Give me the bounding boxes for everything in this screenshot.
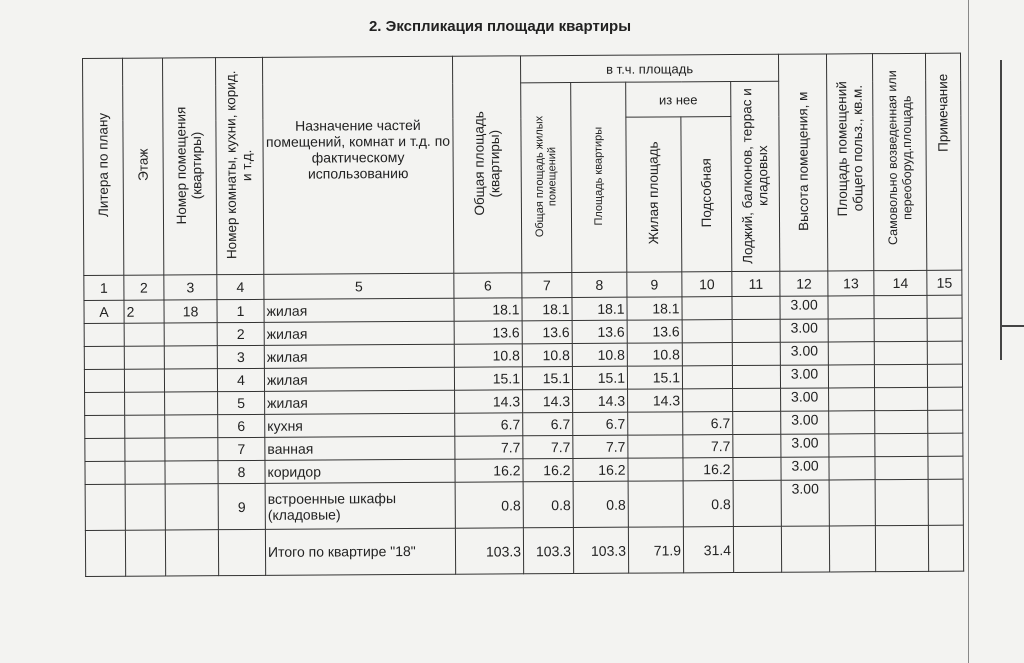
cell-floor [125,438,165,461]
cell-room: 8 [218,460,265,483]
empty-cell [874,295,927,318]
table-row [85,479,963,530]
cell-living-total: 10.8 [522,344,572,367]
header-purpose: Назначение частей помещений, комнат и т.д. по фактическому использованию [262,56,453,274]
cell-loggia [733,457,781,480]
cell-room: 9 [218,483,265,529]
empty-cell [927,341,962,364]
cell-loggia [733,434,781,457]
cell-purpose: коридор [265,459,455,483]
empty-cell [927,364,962,387]
cell-aux [682,320,732,343]
cell-total: 10.8 [454,344,522,367]
cell-height: 3.00 [780,342,828,365]
header-loggia: Лоджий, балконов, террас и кладовых [731,81,780,271]
cell-purpose: жилая [264,298,454,322]
cell-room: 5 [218,391,265,414]
cell-height: 3.00 [780,319,828,342]
empty-cell [828,365,874,388]
cell-litera [84,369,124,392]
empty-cell [927,295,962,318]
cell-living-total: 15.1 [522,367,572,390]
cell-floor [124,369,164,392]
cell-apt-area: 18.1 [572,297,627,320]
cell-living [628,458,683,481]
header-room-number: Номер комнаты, кухни, корид. и т.д. [216,57,264,274]
cell-litera [85,438,125,461]
cell-height: 3.00 [781,457,829,480]
cell-height: 3.00 [781,434,829,457]
cell-living: 10.8 [627,343,682,366]
cell-purpose: кухня [265,413,455,437]
cell-apt-area: 16.2 [573,458,628,481]
cell-apt [165,484,218,530]
empty-cell [828,319,874,342]
empty-cell [875,387,928,410]
cell-total: 15.1 [454,367,522,390]
cell-height: 3.00 [781,388,829,411]
empty-cell [928,456,963,479]
empty-cell [927,318,962,341]
cell-litera [85,415,125,438]
cell-loggia [733,411,781,434]
cell-floor [125,484,165,530]
header-auxiliary: Подсобная [681,117,732,272]
cell-living-total: 7.7 [523,436,573,459]
cell-room: 3 [217,345,264,368]
cell-living: 13.6 [627,320,682,343]
cell-living-total: 13.6 [522,321,572,344]
empty-cell [829,411,875,434]
header-group-area: в т.ч. площадь [520,54,778,83]
explication-table [82,53,964,577]
cell-loggia [733,480,781,526]
cell-room: 4 [217,368,264,391]
cell-floor [125,392,165,415]
empty-cell [829,457,875,480]
cell-living [628,435,683,458]
cell-apt-area: 7.7 [573,435,628,458]
cell-total: 0.8 [455,482,523,528]
header-height: Высота помещения, м [779,54,828,271]
cell-litera [85,392,125,415]
empty-cell [928,410,963,433]
cell-purpose: жилая [264,344,454,368]
cell-living-total: 6.7 [523,413,573,436]
cell-living-total: 18.1 [522,298,572,321]
cell-room: 1 [217,299,264,322]
cell-room: 7 [218,437,265,460]
cell-height: 3.00 [780,365,828,388]
cell-living: 15.1 [627,366,682,389]
cell-floor [124,346,164,369]
cell-apt [164,346,217,369]
page-edge-line [1000,60,1002,360]
cell-purpose: жилая [264,321,454,345]
header-litera: Литера по плану [83,58,124,275]
cell-room: 2 [217,322,264,345]
cell-apt-area: 6.7 [573,412,628,435]
cell-apt-area: 10.8 [572,343,627,366]
page-edge-line [1000,325,1024,327]
cell-purpose: встроенные шкафы (кладовые) [265,482,455,529]
cell-aux: 16.2 [683,458,733,481]
cell-total: 16.2 [455,459,523,482]
total-row: Итого по квартире "18" 103.3 103.3 103.3 71.9 31.4 [85,525,963,576]
cell-apt-area: 14.3 [573,389,628,412]
header-living-total: Общая площадь жилых помещений [521,83,572,273]
cell-living-total: 16.2 [523,459,573,482]
cell-aux [683,389,733,412]
cell-height: 3.00 [780,296,828,319]
page-title: 2. Экспликация площади квартиры [368,18,632,35]
empty-cell [875,433,928,456]
empty-cell [828,342,874,365]
cell-floor [125,461,165,484]
cell-floor [124,323,164,346]
cell-living: 14.3 [628,389,683,412]
cell-height: 3.00 [781,411,829,434]
cell-apt-area: 0.8 [573,481,628,527]
cell-aux: 6.7 [683,412,733,435]
cell-loggia [732,296,780,319]
cell-litera: А [84,300,124,323]
cell-purpose: жилая [265,390,455,414]
cell-litera [85,461,125,484]
empty-cell [875,479,928,525]
empty-cell [875,456,928,479]
cell-loggia [732,342,780,365]
cell-apt: 18 [164,300,217,323]
empty-cell [874,364,927,387]
header-total-area: Общая площадь (квартиры) [452,56,521,273]
empty-cell [829,480,875,526]
header-apartment-area: Площадь квартиры [571,82,627,272]
cell-loggia [732,319,780,342]
empty-cell [829,434,875,457]
column-numbers-row: 1 2 3 4 5 6 7 8 9 10 11 12 13 14 15 [84,270,962,300]
cell-height: 3.00 [781,480,829,526]
cell-living [628,481,683,527]
cell-litera [84,346,124,369]
cell-total: 6.7 [455,413,523,436]
cell-aux [682,297,732,320]
header-living-area: Жилая площадь [626,117,682,272]
cell-aux: 0.8 [683,481,733,527]
empty-cell [875,410,928,433]
cell-apt [165,438,218,461]
cell-living: 18.1 [627,297,682,320]
cell-room: 6 [218,414,265,437]
empty-cell [874,341,927,364]
cell-apt [165,461,218,484]
cell-apt [165,415,218,438]
cell-total: 14.3 [455,390,523,413]
cell-total: 18.1 [454,298,522,321]
cell-total: 13.6 [454,321,522,344]
cell-living-total: 14.3 [523,390,573,413]
cell-aux: 7.7 [683,435,733,458]
cell-floor [125,415,165,438]
cell-litera [85,484,125,530]
empty-cell [928,433,963,456]
cell-aux [682,366,732,389]
header-floor: Этаж [123,58,164,275]
header-unauthorized-area: Самовольно возведенная или переоборуд.площадь [873,53,927,270]
empty-cell [928,479,963,525]
header-apartment-number: Номер помещения (квартиры) [163,58,217,275]
cell-living-total: 0.8 [523,482,573,528]
header-subgroup: из нее [626,82,731,118]
cell-purpose: ванная [265,436,455,460]
page-edge-line [968,0,969,663]
cell-apt-area: 15.1 [572,366,627,389]
cell-loggia [732,365,780,388]
cell-apt [164,369,217,392]
cell-loggia [733,388,781,411]
cell-total: 7.7 [455,436,523,459]
cell-apt-area: 13.6 [572,320,627,343]
empty-cell [828,296,874,319]
cell-litera [84,323,124,346]
cell-purpose: жилая [264,367,454,391]
header-note: Примечание [926,53,962,270]
cell-floor: 2 [124,300,164,323]
cell-apt [165,392,218,415]
empty-cell [928,387,963,410]
empty-cell [829,388,875,411]
cell-apt [164,323,217,346]
cell-living [628,412,683,435]
header-common-area: Площадь помещений общего польз., кв.м. [827,54,874,271]
cell-aux [682,343,732,366]
empty-cell [874,318,927,341]
